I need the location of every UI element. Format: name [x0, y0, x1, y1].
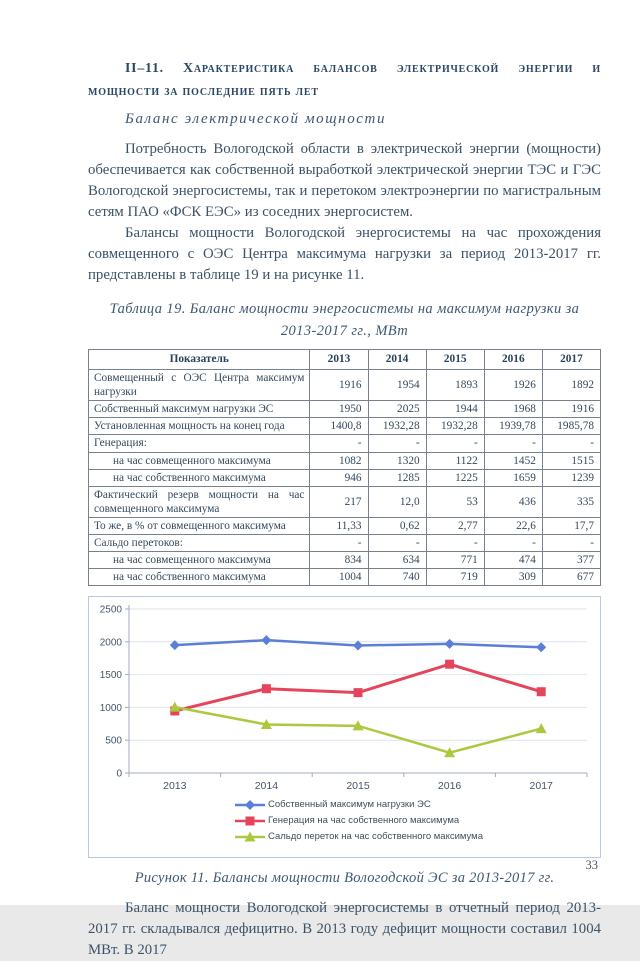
y-tick-label: 2500: [99, 604, 122, 616]
x-tick-label: 2017: [529, 780, 553, 793]
figure-caption: Рисунок 11. Балансы мощности Вологодской ЭС за 2013-2017 гг.: [134, 870, 555, 887]
row-label: Фактический резерв мощности на час совмещенного максимума: [89, 486, 310, 517]
x-tick-label: 2013: [163, 780, 187, 793]
row-value: 1122: [426, 452, 484, 469]
x-tick-label: 2016: [437, 780, 462, 793]
x-tick-label: 2015: [346, 780, 370, 793]
row-value: 1239: [542, 469, 600, 486]
row-value: 53: [426, 486, 484, 517]
legend-swatch: [235, 831, 265, 843]
row-value: 1452: [484, 452, 542, 469]
row-value: 1659: [484, 469, 542, 486]
row-value: -: [310, 535, 368, 552]
table-row: [89, 469, 601, 486]
row-value: -: [542, 535, 600, 552]
row-label: Сальдо перетоков:: [89, 535, 310, 552]
row-value: 11,33: [310, 517, 368, 534]
table-row: [89, 435, 601, 452]
row-label: Установленная мощность на конец года: [89, 418, 310, 435]
triangle-marker: [536, 724, 547, 734]
row-label: Собственный максимум нагрузки ЭС: [89, 401, 310, 418]
row-value: 1893: [426, 370, 484, 401]
row-value: 436: [484, 486, 542, 517]
row-value: 834: [310, 552, 368, 569]
col-header-year: 2013: [310, 350, 368, 370]
table-row: [89, 401, 601, 418]
row-label: То же, в % от совмещенного максимума: [89, 517, 310, 534]
row-value: 309: [484, 569, 542, 586]
table-header: [89, 350, 601, 370]
table-row: [89, 535, 601, 552]
row-label: на час совмещенного максимума: [89, 452, 310, 469]
row-value: -: [310, 435, 368, 452]
row-value: 1515: [542, 452, 600, 469]
row-value: 719: [426, 569, 484, 586]
row-value: 1932,28: [426, 418, 484, 435]
row-value: 1954: [368, 370, 426, 401]
row-value: 1285: [368, 469, 426, 486]
row-value: -: [426, 535, 484, 552]
row-label: на час собственного максимума: [89, 469, 310, 486]
row-value: 677: [542, 569, 600, 586]
square-marker: [262, 685, 271, 694]
row-value: 771: [426, 552, 484, 569]
row-value: 1916: [542, 401, 600, 418]
row-value: 634: [368, 552, 426, 569]
row-value: -: [542, 435, 600, 452]
row-value: 740: [368, 569, 426, 586]
row-value: 0,62: [368, 517, 426, 534]
square-marker: [445, 660, 454, 669]
y-tick-label: 0: [116, 768, 122, 780]
y-tick-label: 1000: [99, 703, 122, 715]
table-row: [89, 517, 601, 534]
series-line: [175, 665, 541, 712]
legend-item: [235, 829, 483, 845]
row-value: 2,77: [426, 517, 484, 534]
square-marker: [354, 689, 363, 698]
table-caption: Таблица 19. Баланс мощности энергосистемы на максимум нагрузки за 2013-2017 гг., МВт: [109, 301, 580, 339]
row-value: 1916: [310, 370, 368, 401]
table-row: [89, 552, 601, 569]
table-body: [89, 370, 601, 586]
col-header-year: 2017: [542, 350, 600, 370]
diamond-marker: [445, 639, 455, 649]
row-value: -: [484, 435, 542, 452]
y-tick-label: 1500: [99, 670, 122, 682]
row-value: 22,6: [484, 517, 542, 534]
col-header-year: 2014: [368, 350, 426, 370]
diamond-marker: [536, 643, 546, 653]
row-value: 2025: [368, 401, 426, 418]
row-value: 335: [542, 486, 600, 517]
page-number: 33: [585, 858, 598, 872]
row-value: -: [484, 535, 542, 552]
row-value: 1892: [542, 370, 600, 401]
table-row: [89, 486, 601, 517]
col-header-year: 2015: [426, 350, 484, 370]
section-title: II–11. Характеристика балансов электрической энергии и мощности за последние пять лет: [88, 60, 601, 98]
row-value: 1985,78: [542, 418, 600, 435]
legend-label: Собственный максимум нагрузки ЭС: [268, 799, 431, 811]
row-value: 17,7: [542, 517, 600, 534]
row-value: -: [368, 535, 426, 552]
legend-label: Сальдо переток на час собственного максимума: [268, 831, 483, 843]
row-value: 217: [310, 486, 368, 517]
table-row: [89, 418, 601, 435]
col-header-year: 2016: [484, 350, 542, 370]
legend-item: [235, 813, 483, 829]
paragraph-1: Потребность Вологодской области в электрической энергии (мощности) обеспечивается как собственной выработкой электрической энергии ТЭС и ГЭС Вологодской энергосистемы, так и перетоком электроэнергии по магистральным сетям ПАО «ФСК ЕЭС» из соседних энергосистем.: [88, 141, 601, 220]
paragraph-2: Балансы мощности Вологодской энергосистемы на час прохождения совмещенного с ОЭС Центра максимума нагрузки за период 2013-2017 гг. представлены в таблице 19 и на рисунке 11.: [88, 225, 601, 283]
row-value: -: [426, 435, 484, 452]
row-value: -: [368, 435, 426, 452]
row-value: 1968: [484, 401, 542, 418]
table-row: [89, 452, 601, 469]
row-value: 12,0: [368, 486, 426, 517]
row-value: 1400,8: [310, 418, 368, 435]
square-marker: [537, 688, 546, 697]
col-header-indicator: Показатель: [89, 350, 310, 370]
square-marker: [246, 817, 255, 826]
row-value: 1926: [484, 370, 542, 401]
legend-item: [235, 797, 483, 813]
legend-label: Генерация на час собственного максимума: [268, 815, 460, 827]
row-value: 1932,28: [368, 418, 426, 435]
section-subtitle: Баланс электрической мощности: [125, 111, 387, 127]
power-balance-table: [88, 349, 601, 586]
chart-plot-area: [89, 597, 600, 795]
row-value: 1950: [310, 401, 368, 418]
row-value: 474: [484, 552, 542, 569]
row-value: 1939,78: [484, 418, 542, 435]
row-label: на час совмещенного максимума: [89, 552, 310, 569]
diamond-marker: [245, 800, 255, 810]
row-value: 377: [542, 552, 600, 569]
row-label: на час собственного максимума: [89, 569, 310, 586]
chart-legend: [235, 797, 483, 845]
paragraph-3: Баланс мощности Вологодской энергосистемы в отчетный период 2013-2017 гг. складывался дефицитно. В 2013 году дефицит мощности составил 1004 МВт. В 2017: [88, 900, 601, 959]
row-value: 946: [310, 469, 368, 486]
diamond-marker: [261, 636, 271, 646]
y-tick-label: 2000: [99, 637, 122, 649]
legend-swatch: [235, 815, 265, 827]
row-value: 1082: [310, 452, 368, 469]
row-value: 1320: [368, 452, 426, 469]
power-balance-chart: [88, 596, 601, 858]
row-value: 1944: [426, 401, 484, 418]
row-label: Совмещенный с ОЭС Центра максимум нагрузки: [89, 370, 310, 401]
x-tick-label: 2014: [254, 780, 279, 793]
y-tick-label: 500: [105, 736, 122, 748]
legend-swatch: [235, 799, 265, 811]
table-row: [89, 569, 601, 586]
table-row: [89, 370, 601, 401]
row-value: 1225: [426, 469, 484, 486]
row-label: Генерация:: [89, 435, 310, 452]
table-header-row: [89, 350, 601, 370]
row-value: 1004: [310, 569, 368, 586]
